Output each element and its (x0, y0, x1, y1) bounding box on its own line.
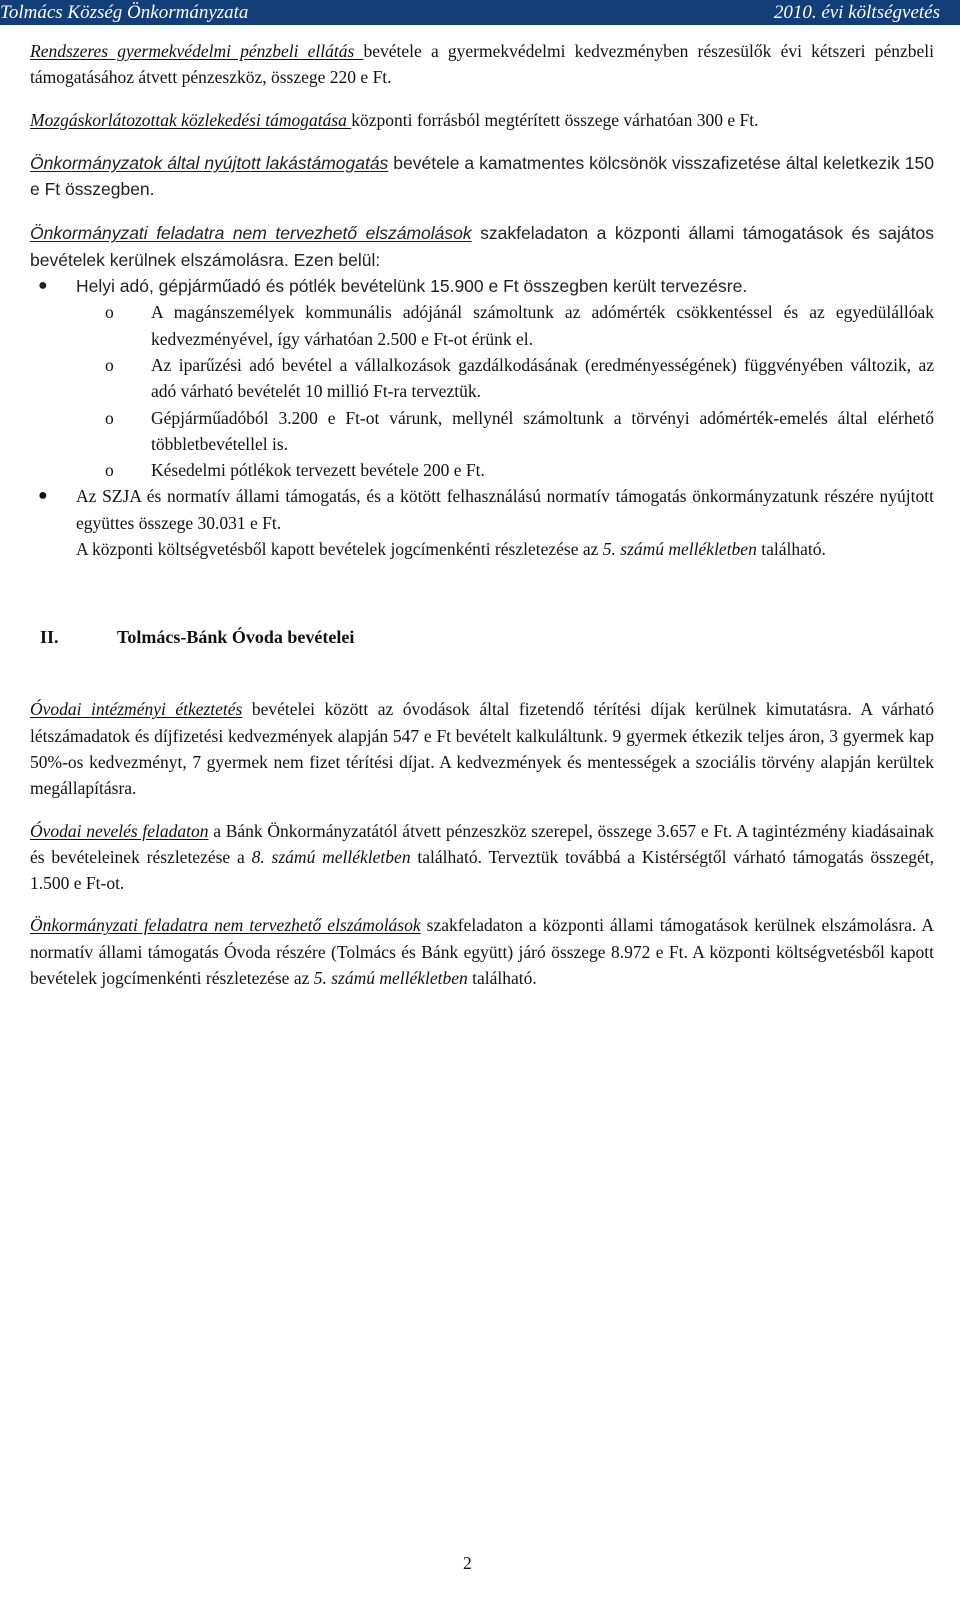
list-item-text: Az SZJA és normatív állami támogatás, és a kötött felhasználású normatív támogatás önkormányzatunk részére nyújtott együttes összege 30.031 e Ft. (76, 486, 934, 533)
section-title: Rendszeres gyermekvédelmi pénzbeli ellátás (30, 41, 364, 61)
sub-item-text: Gépjárműadóból 3.200 e Ft-ot várunk, mellynél számoltunk a törvényi adómérték-emelés által elérhető többletbevétellel is. (151, 407, 934, 454)
list-item-state-support (30, 483, 934, 562)
section-text: szakfeladaton a központi állami támogatások kerülnek elszámolásra. A normatív állami támogatás Óvoda részére (Tolmács és Bánk együtt) járó összege 8.972 e Ft. A központi költségvetésből kapott bevételek jogcímenkénti részletezése az (30, 915, 934, 989)
section-text: a Bánk Önkormányzatától átvett pénzeszköz szerepel, összege 3.657 e Ft. A tagintézmény kiadásainak és bevételeinek részletezése a (30, 820, 934, 867)
document-body (30, 38, 934, 991)
list-item-text-2: A központi költségvetésből kapott bevételek jogcímenkénti részletezése az (76, 539, 603, 560)
section-heading (30, 624, 934, 650)
sub-item-communal-tax (30, 299, 934, 352)
paragraph-child-protection (30, 38, 934, 91)
section-text: központi forrásból megtérített összege várhatóan 300 e Ft. (351, 109, 759, 130)
paragraph-kindergarten-settlements (30, 912, 934, 991)
paragraph-kindergarten-education (30, 818, 934, 897)
circle-bullet-icon: o (105, 302, 114, 323)
section-title: Óvodai nevelés feladaton (30, 820, 209, 841)
section-text-2: található. Terveztük továbbá a Kistérségtől várható támogatás összegét, 1.500 e Ft-ot. (30, 846, 935, 894)
sub-item-text: Késedelmi pótlékok tervezett bevétele 200 e Ft. (151, 460, 485, 481)
annex-reference: 8. számú mellékletben (251, 846, 411, 867)
sub-item-business-tax (30, 352, 934, 405)
header-budget-year: 2010. évi költségvetés (773, 2, 940, 23)
sub-item-text: A magánszemélyek kommunális adójánál számoltunk az adómérték csökkentéssel és az egyedülállóak kedvezményével, így várhatóan 2.500 e Ft-ot érünk el. (151, 302, 934, 349)
paragraph-disabled-transport (30, 107, 934, 133)
section-text: bevétele a kamatmentes kölcsönök visszafizetése által keletkezik 150 e Ft összegben. (30, 152, 934, 200)
circle-bullet-icon: o (105, 407, 114, 428)
section-text: szakfeladaton a központi állami támogatások és sajátos bevételek kerülnek elszámolásra. Ezen belül: (30, 223, 934, 270)
paragraph-housing-support (30, 150, 934, 203)
section-text-2: található. (467, 968, 537, 989)
section-text: bevételei között az óvodások által fizetendő térítési díjak kerülnek kimutatásra. A várható létszámadatok és díjfizetési kedvezmények alapján 547 e Ft bevételt kalkuláltunk. 9 gyermek étkezik teljes áron, 3 gyermek kap 50%-os kedvezményt, 7 gyermek nem fizet térítési díjat. A kedvezmények és mentességek a szociális törvény alapján kerültek megállapításra. (30, 699, 934, 799)
section-text: bevétele a gyermekvédelmi kedvezményben részesülők évi kétszeri pénzbeli támogatásához átvett pénzeszköz, összege 220 e Ft. (30, 41, 934, 88)
circle-bullet-icon: o (105, 354, 114, 375)
list-item-text: Helyi adó, gépjárműadó és pótlék bevételünk 15.900 e Ft összegben került tervezésre. (76, 276, 748, 297)
bullet-icon: ● (38, 487, 48, 505)
section-title: Önkormányzati feladatra nem tervezhető elszámolások (30, 915, 421, 936)
circle-bullet-icon: o (105, 460, 114, 481)
heading-title: Tolmács-Bánk Óvoda bevételei (117, 627, 355, 648)
document-header-bar (0, 0, 960, 25)
sub-item-vehicle-tax (30, 405, 934, 458)
section-title: Önkormányzati feladatra nem tervezhető elszámolások (30, 223, 472, 244)
annex-reference: 5. számú mellékletben (313, 968, 468, 989)
page-number: 2 (463, 1553, 472, 1573)
header-municipality: Tolmács Község Önkormányzata (0, 2, 249, 23)
section-title: Óvodai intézményi étkeztetés (30, 699, 243, 720)
paragraph-kindergarten-catering (30, 696, 934, 801)
sub-item-text: Az iparűzési adó bevétel a vállalkozások gazdálkodásának (eredményességének) függvényében változik, az adó várható bevételét 10 millió Ft-ra terveztük. (151, 354, 934, 402)
sub-item-late-fees (30, 457, 934, 483)
heading-number: II. (40, 627, 59, 648)
section-title: Önkormányzatok által nyújtott lakástámogatás (30, 152, 389, 173)
section-title: Mozgáskorlátozottak közlekedési támogatása (30, 109, 352, 130)
bullet-icon: ● (38, 277, 48, 295)
annex-reference: 5. számú mellékletben (602, 539, 757, 560)
paragraph-settlements (30, 220, 934, 273)
list-item-local-tax (30, 273, 934, 299)
list-item-end: található. (756, 539, 826, 560)
